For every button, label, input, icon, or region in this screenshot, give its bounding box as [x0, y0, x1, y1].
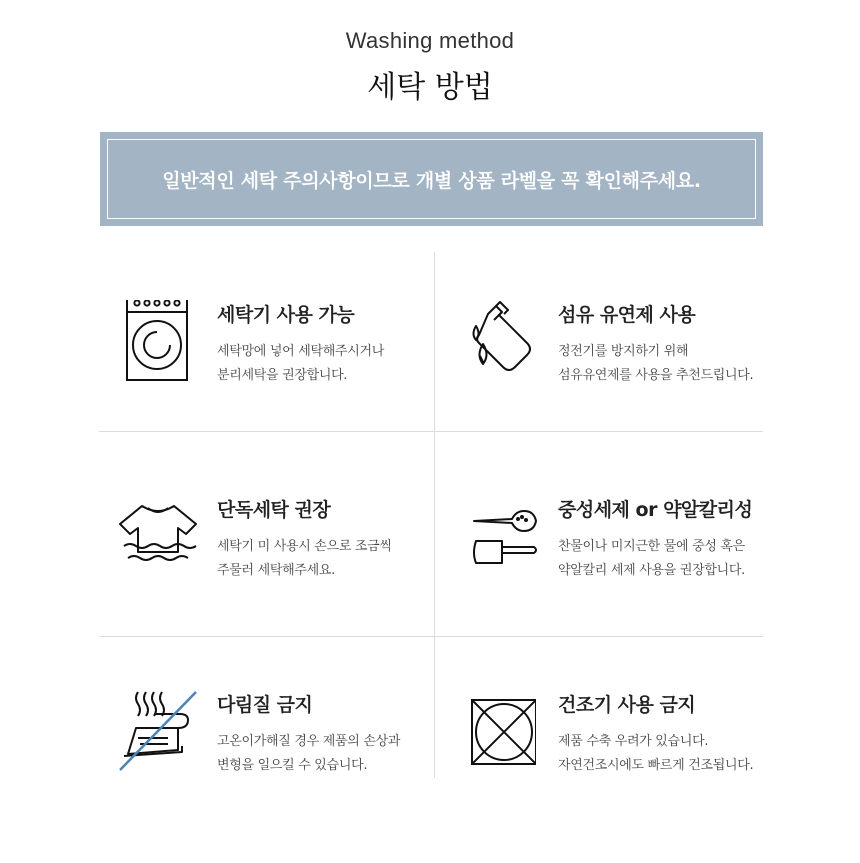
item-description-line: 섬유유연제를 사용을 추천드립니다. — [558, 368, 754, 383]
item-description-line: 세탁망에 넣어 세탁해주시거나 — [217, 344, 385, 359]
item-title: 세탁기 사용 가능 — [217, 304, 355, 326]
section-title: 세탁 방법 — [367, 70, 493, 105]
notice-banner-frame — [107, 139, 756, 219]
item-title: 단독세탁 권장 — [217, 499, 331, 521]
item-title: 중성세제 or 약알칼리성 — [558, 499, 753, 521]
item-description-line: 제품 수축 우려가 있습니다. — [558, 734, 709, 749]
item-title: 건조기 사용 금지 — [558, 694, 696, 716]
item-description — [558, 340, 753, 388]
no-ironing-icon — [118, 690, 188, 780]
item-description-line: 변형을 일으킬 수 있습니다. — [217, 758, 368, 773]
item-description — [217, 730, 400, 778]
item-description-line: 세탁기 미 사용시 손으로 조금씩 — [217, 539, 392, 554]
grid-row-divider-2 — [99, 636, 763, 637]
item-title: 섬유 유연제 사용 — [558, 304, 696, 326]
item-description-line: 분리세탁을 권장합니다. — [217, 368, 348, 383]
item-description-line: 주물러 세탁해주세요. — [217, 563, 335, 578]
item-description-line: 찬물이나 미지근한 물에 중성 혹은 — [558, 539, 745, 554]
detergent-scoop-icon — [466, 507, 536, 597]
item-description — [217, 535, 392, 583]
item-description — [558, 535, 745, 583]
item-title: 다림질 금지 — [217, 694, 313, 716]
grid-vertical-divider — [434, 252, 435, 778]
hand-wash-icon — [118, 500, 188, 590]
item-description-line: 자연건조시에도 빠르게 건조됩니다. — [558, 758, 754, 773]
washing-machine-icon — [125, 300, 195, 390]
item-description-line: 약알칼리 세제 사용을 권장합니다. — [558, 563, 745, 578]
no-tumble-dry-icon — [466, 698, 536, 788]
notice-banner — [100, 132, 763, 226]
item-description-line: 정전기를 방지하기 위해 — [558, 344, 689, 359]
item-description — [217, 340, 384, 388]
item-description — [558, 730, 753, 778]
section-subtitle: Washing method — [345, 28, 515, 53]
fabric-softener-icon — [466, 300, 536, 390]
item-description-line: 고온이가해질 경우 제품의 손상과 — [217, 734, 401, 749]
grid-row-divider-1 — [99, 431, 763, 432]
notice-banner-text: 일반적인 세탁 주의사항이므로 개별 상품 라벨을 꼭 확인해주세요. — [162, 169, 701, 192]
